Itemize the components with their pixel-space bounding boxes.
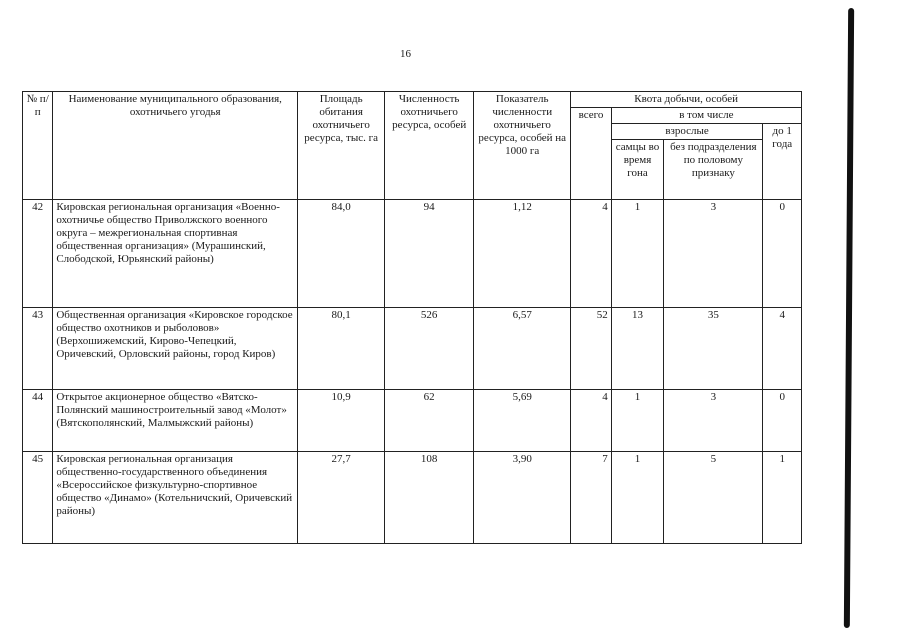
row-nodiv: 35 xyxy=(664,308,763,390)
header-count: Численность охотничьего ресурса, особей xyxy=(385,92,474,200)
header-indicator: Показатель численности охотничьего ресурса, особей на 1000 га xyxy=(474,92,571,200)
row-total: 7 xyxy=(571,452,611,544)
row-area: 80,1 xyxy=(298,308,385,390)
row-nodiv: 3 xyxy=(664,390,763,452)
row-indicator: 5,69 xyxy=(474,390,571,452)
row-area: 10,9 xyxy=(298,390,385,452)
row-total: 4 xyxy=(571,200,611,308)
quota-table xyxy=(22,91,802,544)
row-under1: 4 xyxy=(763,308,802,390)
row-nodiv: 3 xyxy=(664,200,763,308)
row-name: Кировская региональная организация общественно-государственного объединения «Всероссийское физкультурно-спортивное общество «Динамо» (Котельничский, Оричевский районы) xyxy=(53,452,298,544)
table-row xyxy=(23,452,802,544)
row-total: 52 xyxy=(571,308,611,390)
row-males: 1 xyxy=(611,200,664,308)
row-males: 13 xyxy=(611,308,664,390)
row-males: 1 xyxy=(611,452,664,544)
row-under1: 0 xyxy=(763,390,802,452)
header-quota: Квота добычи, особей xyxy=(571,92,802,108)
row-num: 44 xyxy=(23,390,53,452)
row-indicator: 1,12 xyxy=(474,200,571,308)
table-row xyxy=(23,200,802,308)
header-nodiv: без подразделения по половому признаку xyxy=(664,140,763,200)
row-area: 84,0 xyxy=(298,200,385,308)
table-header xyxy=(23,92,802,200)
header-adults: взрослые xyxy=(611,124,763,140)
row-area: 27,7 xyxy=(298,452,385,544)
row-indicator: 3,90 xyxy=(474,452,571,544)
header-num: № п/п xyxy=(23,92,53,200)
row-num: 42 xyxy=(23,200,53,308)
row-count: 94 xyxy=(385,200,474,308)
page-number: 16 xyxy=(400,48,411,60)
row-nodiv: 5 xyxy=(664,452,763,544)
row-total: 4 xyxy=(571,390,611,452)
table-row xyxy=(23,308,802,390)
header-under1: до 1 года xyxy=(763,124,802,200)
header-total: всего xyxy=(571,108,611,200)
row-name: Открытое акционерное общество «Вятско-Полянский машиностроительный завод «Молот» (Вятскополянский, Малмыжский районы) xyxy=(53,390,298,452)
row-num: 45 xyxy=(23,452,53,544)
row-count: 108 xyxy=(385,452,474,544)
row-under1: 1 xyxy=(763,452,802,544)
row-indicator: 6,57 xyxy=(474,308,571,390)
row-males: 1 xyxy=(611,390,664,452)
row-name: Кировская региональная организация «Военно-охотничье общество Приволжского военного округа – межрегиональная спортивная общественная организация» (Мурашинский, Слободской, Юрьянский районы) xyxy=(53,200,298,308)
row-count: 62 xyxy=(385,390,474,452)
margin-line xyxy=(844,8,854,628)
table-row xyxy=(23,390,802,452)
row-name: Общественная организация «Кировское городское общество охотников и рыболовов» (Верхошижемский, Кирово-Чепецкий, Оричевский, Орловский районы, город Киров) xyxy=(53,308,298,390)
row-num: 43 xyxy=(23,308,53,390)
header-area: Площадь обитания охотничьего ресурса, тыс. га xyxy=(298,92,385,200)
header-including: в том числе xyxy=(611,108,801,124)
table-body xyxy=(23,200,802,544)
header-name: Наименование муниципального образования, охотничьего угодья xyxy=(53,92,298,200)
row-under1: 0 xyxy=(763,200,802,308)
row-count: 526 xyxy=(385,308,474,390)
header-males: самцы во время гона xyxy=(611,140,664,200)
